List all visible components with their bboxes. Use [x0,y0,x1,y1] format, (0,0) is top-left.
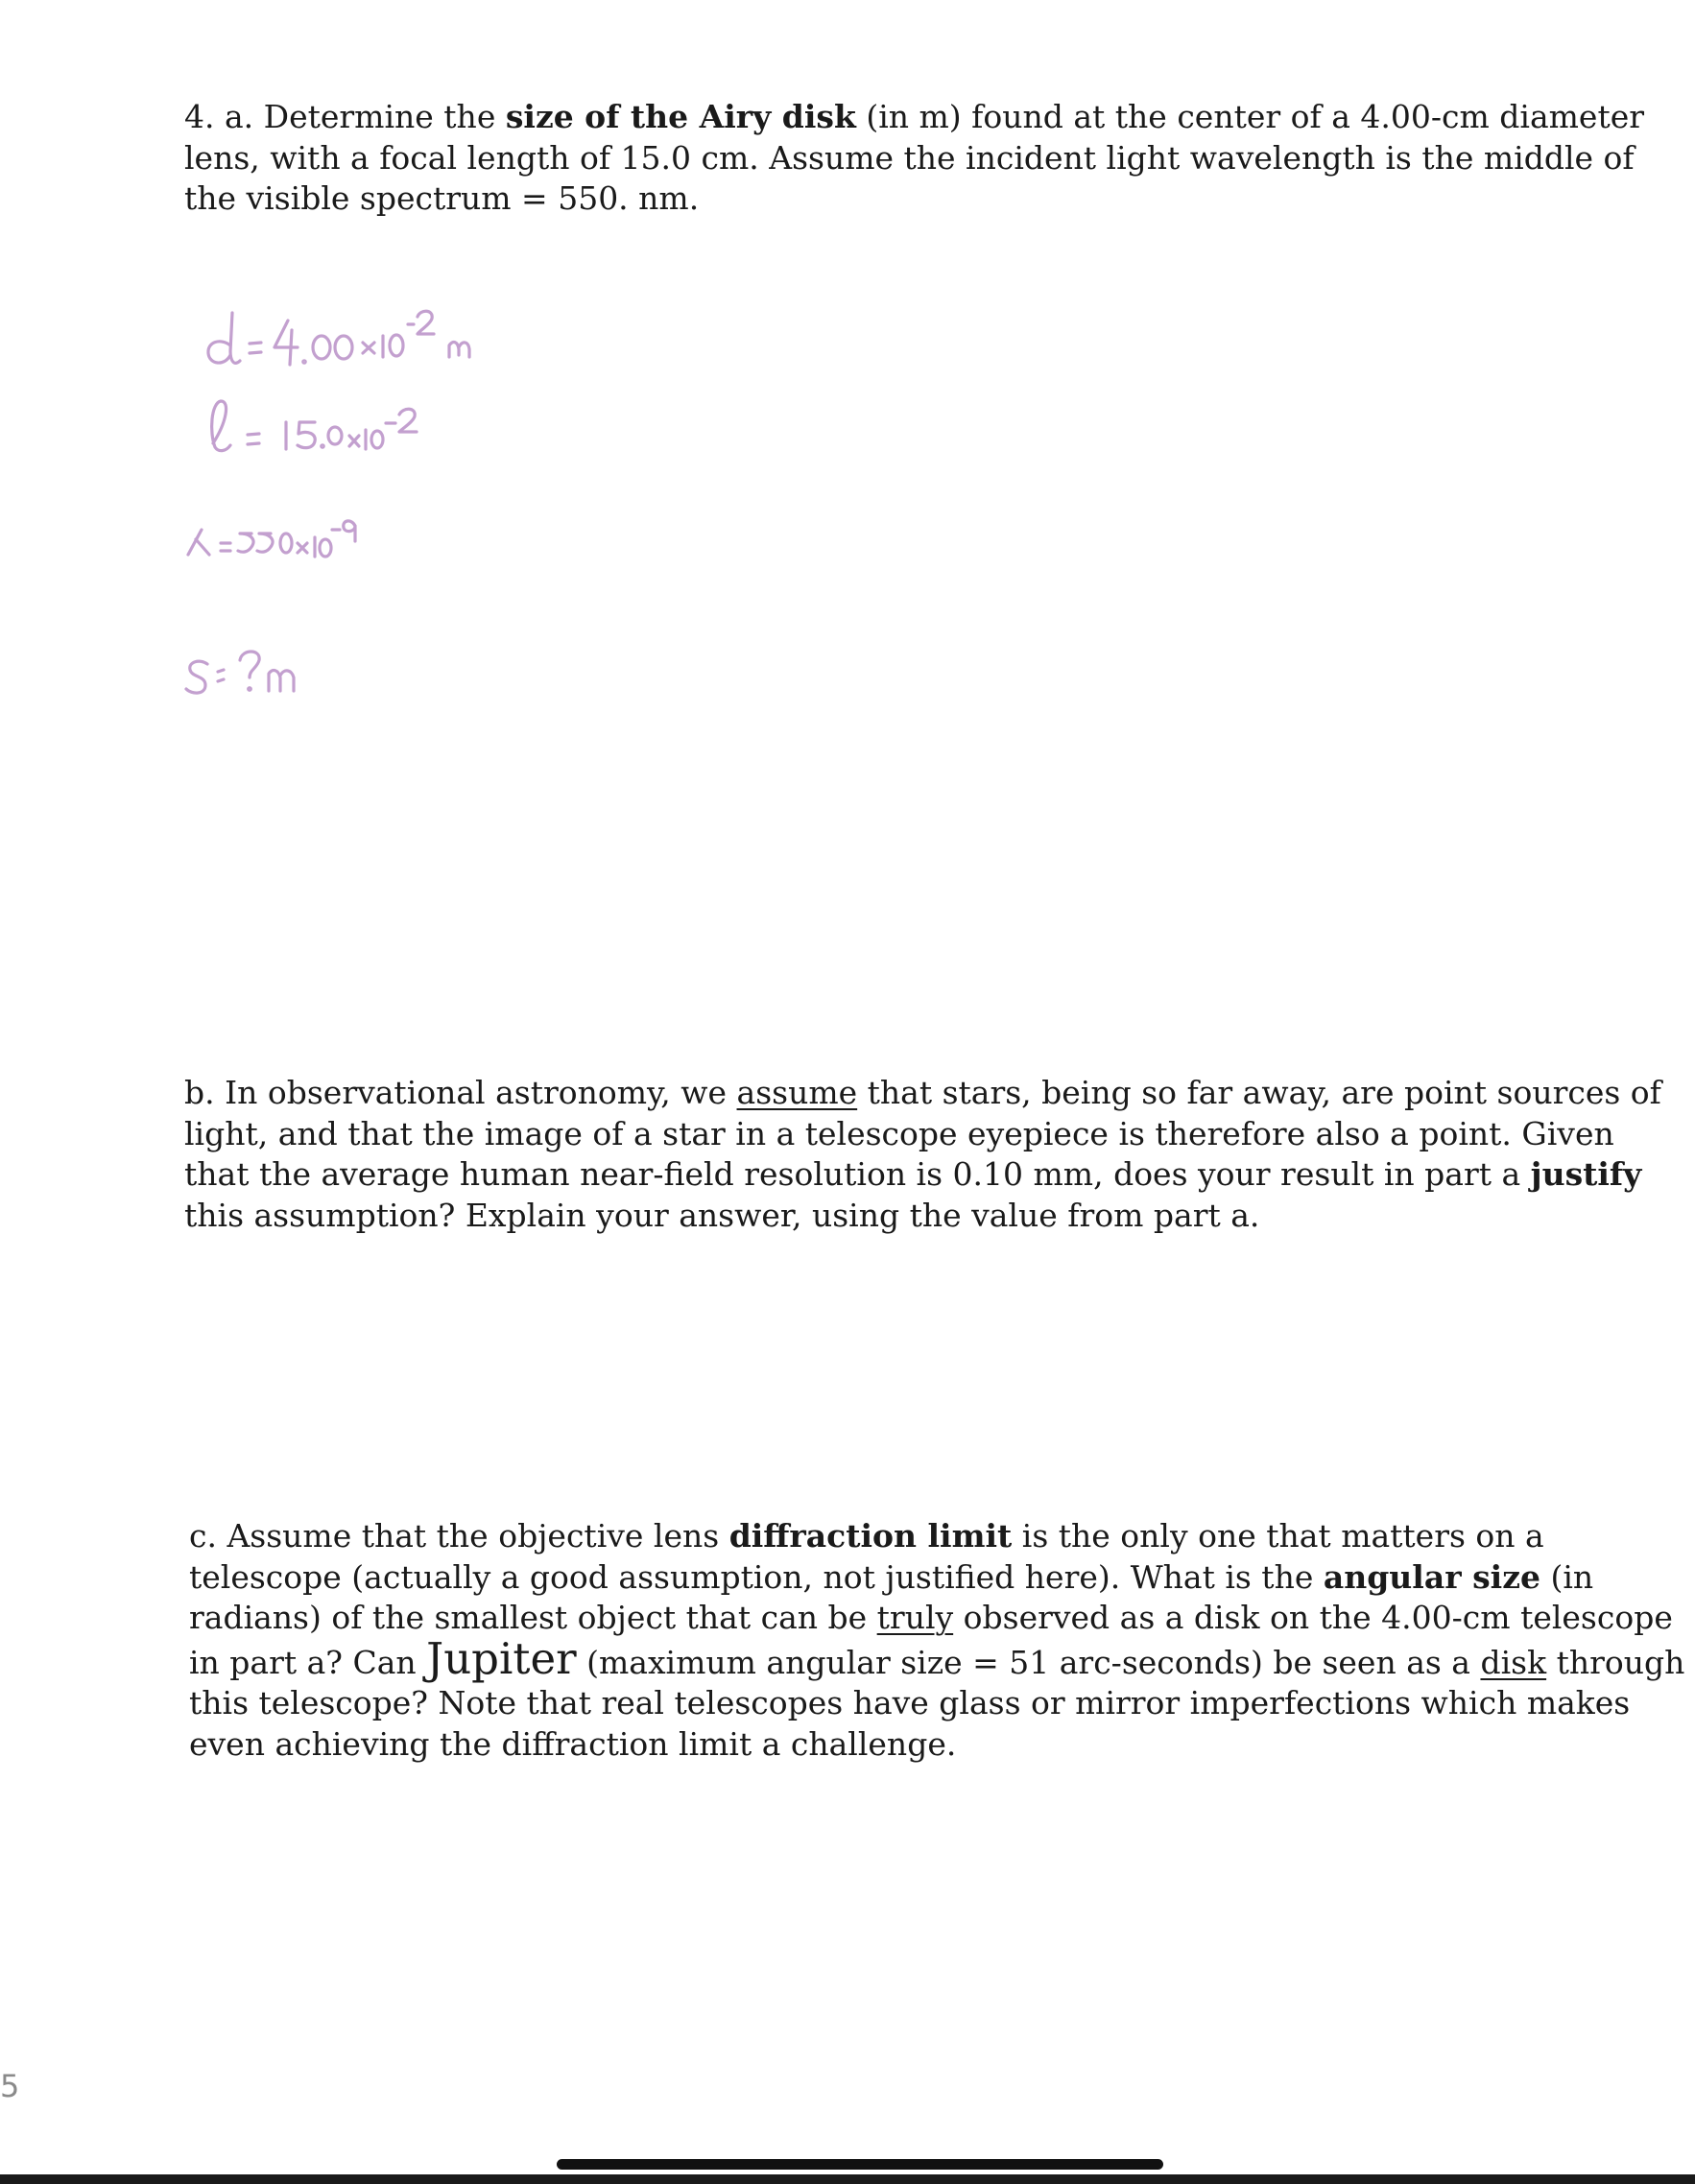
emphasis-truly: truly [876,1599,954,1636]
question-4b-line-3: that the average human near-field resolution is 0.10 mm, does your result in part a justify [184,1155,1642,1193]
emphasis-justify: justify [1530,1155,1642,1193]
question-4c [189,1516,1685,1765]
handwritten-unknown-s [186,652,294,693]
question-4c-line-3: radians) of the smallest object that can be truly observed as a disk on the 4.00-cm telescope [189,1599,1673,1636]
handwritten-notes [173,288,653,739]
question-4a-line-3: the visible spectrum = 550. nm. [184,179,700,217]
handwritten-given-l [212,401,417,451]
question-4b-line-1: b. In observational astronomy, we assume that stars, being so far away, are point sources of [184,1074,1661,1111]
emphasis-diffraction-limit: diffraction limit [728,1517,1013,1555]
handwritten-given-lambda [188,521,355,557]
page-number: 5 [0,2068,20,2104]
question-4a-line-2: lens, with a focal length of 15.0 cm. Assume the incident light wavelength is the middle of [184,138,1635,177]
question-4a [184,97,1645,220]
emphasis-jupiter: Jupiter [426,1632,577,1684]
question-4b-line-2: light, and that the image of a star in a telescope eyepiece is therefore also a point. Given [184,1114,1614,1152]
emphasis-airy-disk: size of the Airy disk [505,98,856,135]
question-4c-line-1: c. Assume that the objective lens diffraction limit is the only one that matters on a [189,1517,1544,1555]
emphasis-assume: assume [736,1074,858,1111]
question-4c-line-4: in part a? Can Jupiter (maximum angular size = 51 arc-seconds) be seen as a disk through [189,1632,1685,1684]
bottom-edge-bar [0,2174,1695,2184]
handwritten-given-d [208,311,469,365]
emphasis-angular-size: angular size [1323,1557,1540,1596]
home-indicator[interactable] [557,2159,1163,2170]
question-4a-line-1: 4. a. Determine the size of the Airy disk (in m) found at the center of a 4.00-cm diameter [184,98,1645,135]
question-4c-line-5: this telescope? Note that real telescopes have glass or mirror imperfections which makes [189,1684,1631,1721]
question-4b-line-4: this assumption? Explain your answer, using the value from part a. [184,1196,1260,1234]
emphasis-disk: disk [1480,1643,1547,1681]
question-4b [184,1073,1661,1236]
question-4c-line-6: even achieving the diffraction limit a challenge. [189,1724,957,1763]
question-4c-line-2: telescope (actually a good assumption, not justified here). What is the angular size (in [189,1557,1594,1596]
